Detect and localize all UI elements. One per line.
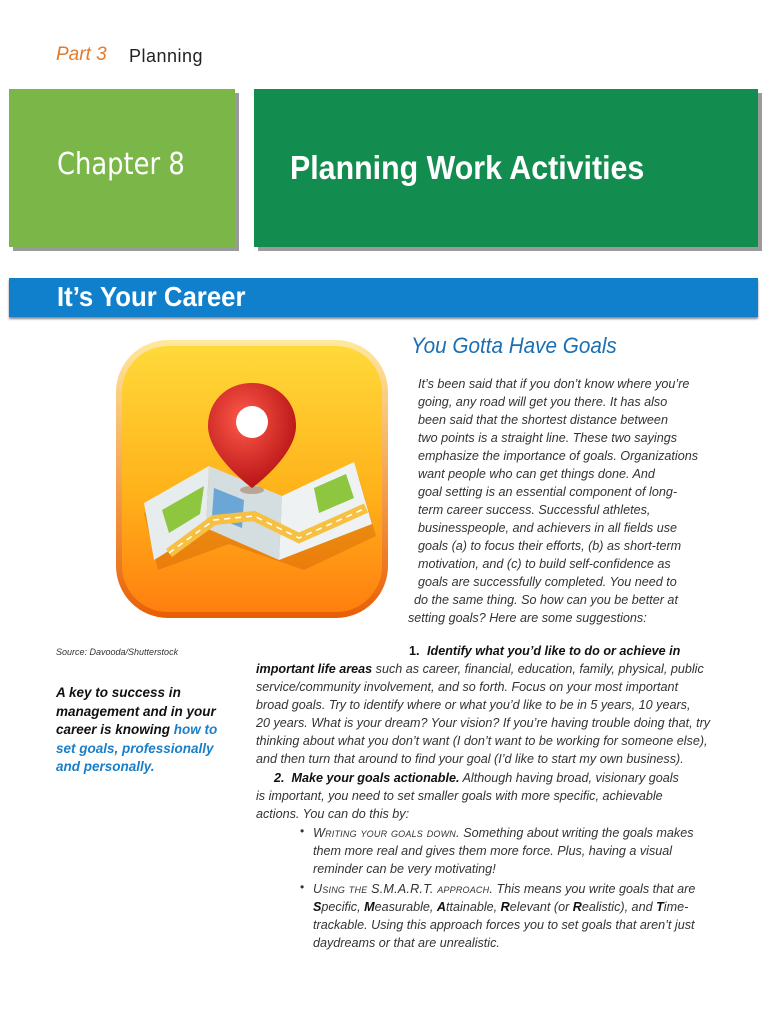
suggestion-1-first-line <box>256 661 704 678</box>
suggestion-1-heading: Identify what you’d like to do or achieve in <box>427 644 681 658</box>
suggestion-2-first-line <box>274 770 679 787</box>
chapter-title-box <box>254 89 758 247</box>
bullet-1-first-line <box>313 825 694 842</box>
intro-line: term career success. Successful athletes, <box>418 503 651 517</box>
suggestion-2-heading: Make your goals actionable. <box>291 771 460 785</box>
map-pin-icon <box>114 338 390 620</box>
smart-letter-a: A <box>436 900 447 914</box>
bullet-dot: • <box>300 880 305 894</box>
suggestion-1-text: such as career, financial, education, family, physical, public <box>372 662 704 676</box>
callout-lead: A key to success in management and in your career is knowing <box>56 685 216 737</box>
bullet-2-text: This means you write goals that are <box>493 882 696 896</box>
bullet-2-line: trackable. Using this approach forces you to set goals that aren’t just <box>313 918 695 932</box>
suggestion-1-line: service/community involvement, and so forth. Focus on your most important <box>256 680 679 694</box>
smart-word: ttainable, <box>446 900 501 914</box>
suggestion-1-heading-cont: important life areas <box>256 662 373 676</box>
bullet-1-lead: Writing your goals down. <box>313 826 460 840</box>
section-title: You Gotta Have Goals <box>411 333 617 358</box>
smart-letter-s: S <box>313 900 322 914</box>
chapter-title: Planning Work Activities <box>290 149 645 186</box>
bullet-2-first-line <box>313 881 695 898</box>
bullet-1-text: Something about writing the goals makes <box>459 826 694 840</box>
intro-line: two points is a straight line. These two sayings <box>418 431 677 445</box>
suggestion-2-line: actions. You can do this by: <box>256 807 410 821</box>
intro-line: businesspeople, and achievers in all fields use <box>418 521 678 535</box>
smart-word: easurable, <box>374 900 437 914</box>
bullet-dot: • <box>300 824 305 838</box>
suggestion-1-line: and then turn that around to find your goal (I’d like to start my own business). <box>256 752 684 766</box>
smart-word: pecific, <box>321 900 365 914</box>
career-banner <box>9 278 758 317</box>
intro-line: It’s been said that if you don’t know where you’re <box>418 377 690 391</box>
intro-line: want people who can get things done. And <box>418 467 655 481</box>
chapter-box <box>9 89 235 247</box>
intro-line: goal setting is an essential component of long- <box>418 485 678 499</box>
smart-word: ime- <box>663 900 689 914</box>
callout-text <box>56 684 236 777</box>
bullet-1-line: reminder can be very motivating! <box>313 862 496 876</box>
smart-letter-r: R <box>500 900 510 914</box>
suggestion-2-text: Although having broad, visionary goals <box>459 771 679 785</box>
suggestion-1-number: 1. <box>409 644 420 658</box>
suggestion-2-line: is important, you need to set smaller goals with more specific, achievable <box>256 789 663 803</box>
smart-definition <box>313 899 688 916</box>
suggestion-1-line: thinking about what you don’t want (I don’t want to be working for someone else), <box>256 734 708 748</box>
suggestion-1-line: broad goals. Try to identify where or what you’d like to be in 5 years, 10 years, <box>256 698 691 712</box>
smart-letter-t: T <box>656 900 664 914</box>
suggestion-1-line: 20 years. What is your dream? Your vision? If you’re having trouble doing that, try <box>256 716 711 730</box>
intro-line: do the same thing. So how can you be better at <box>414 593 678 607</box>
intro-line: motivation, and (c) to build self-confidence as <box>418 557 671 571</box>
intro-line: going, any road will get you there. It has also <box>418 395 668 409</box>
career-banner-title: It’s Your Career <box>57 281 246 312</box>
bullet-1-line: them more real and gives them more force. Plus, having a visual <box>313 844 673 858</box>
intro-line: been said that the shortest distance between <box>418 413 668 427</box>
intro-line: goals are successfully completed. You need to <box>418 575 677 589</box>
smart-letter-m: M <box>364 900 375 914</box>
smart-word: ealistic), and <box>581 900 657 914</box>
callout-highlight: how to set goals, professionally and personally. <box>56 722 218 774</box>
image-source-credit: Source: Davooda/Shutterstock <box>56 647 179 657</box>
smart-letter-r2: R <box>572 900 582 914</box>
smart-word: elevant (or <box>509 900 573 914</box>
part-name: Planning <box>129 46 204 66</box>
intro-line: emphasize the importance of goals. Organizations <box>418 449 699 463</box>
chapter-label: Chapter 8 <box>57 147 185 182</box>
part-number: Part 3 <box>56 44 107 65</box>
suggestion-2-number: 2. <box>274 771 285 785</box>
bullet-2-line: daydreams or that are unrealistic. <box>313 936 500 950</box>
bullet-2-lead: Using the S.M.A.R.T. approach. <box>313 882 494 896</box>
intro-line: goals (a) to focus their efforts, (b) as short-term <box>418 539 682 553</box>
intro-line: setting goals? Here are some suggestions: <box>408 611 647 625</box>
